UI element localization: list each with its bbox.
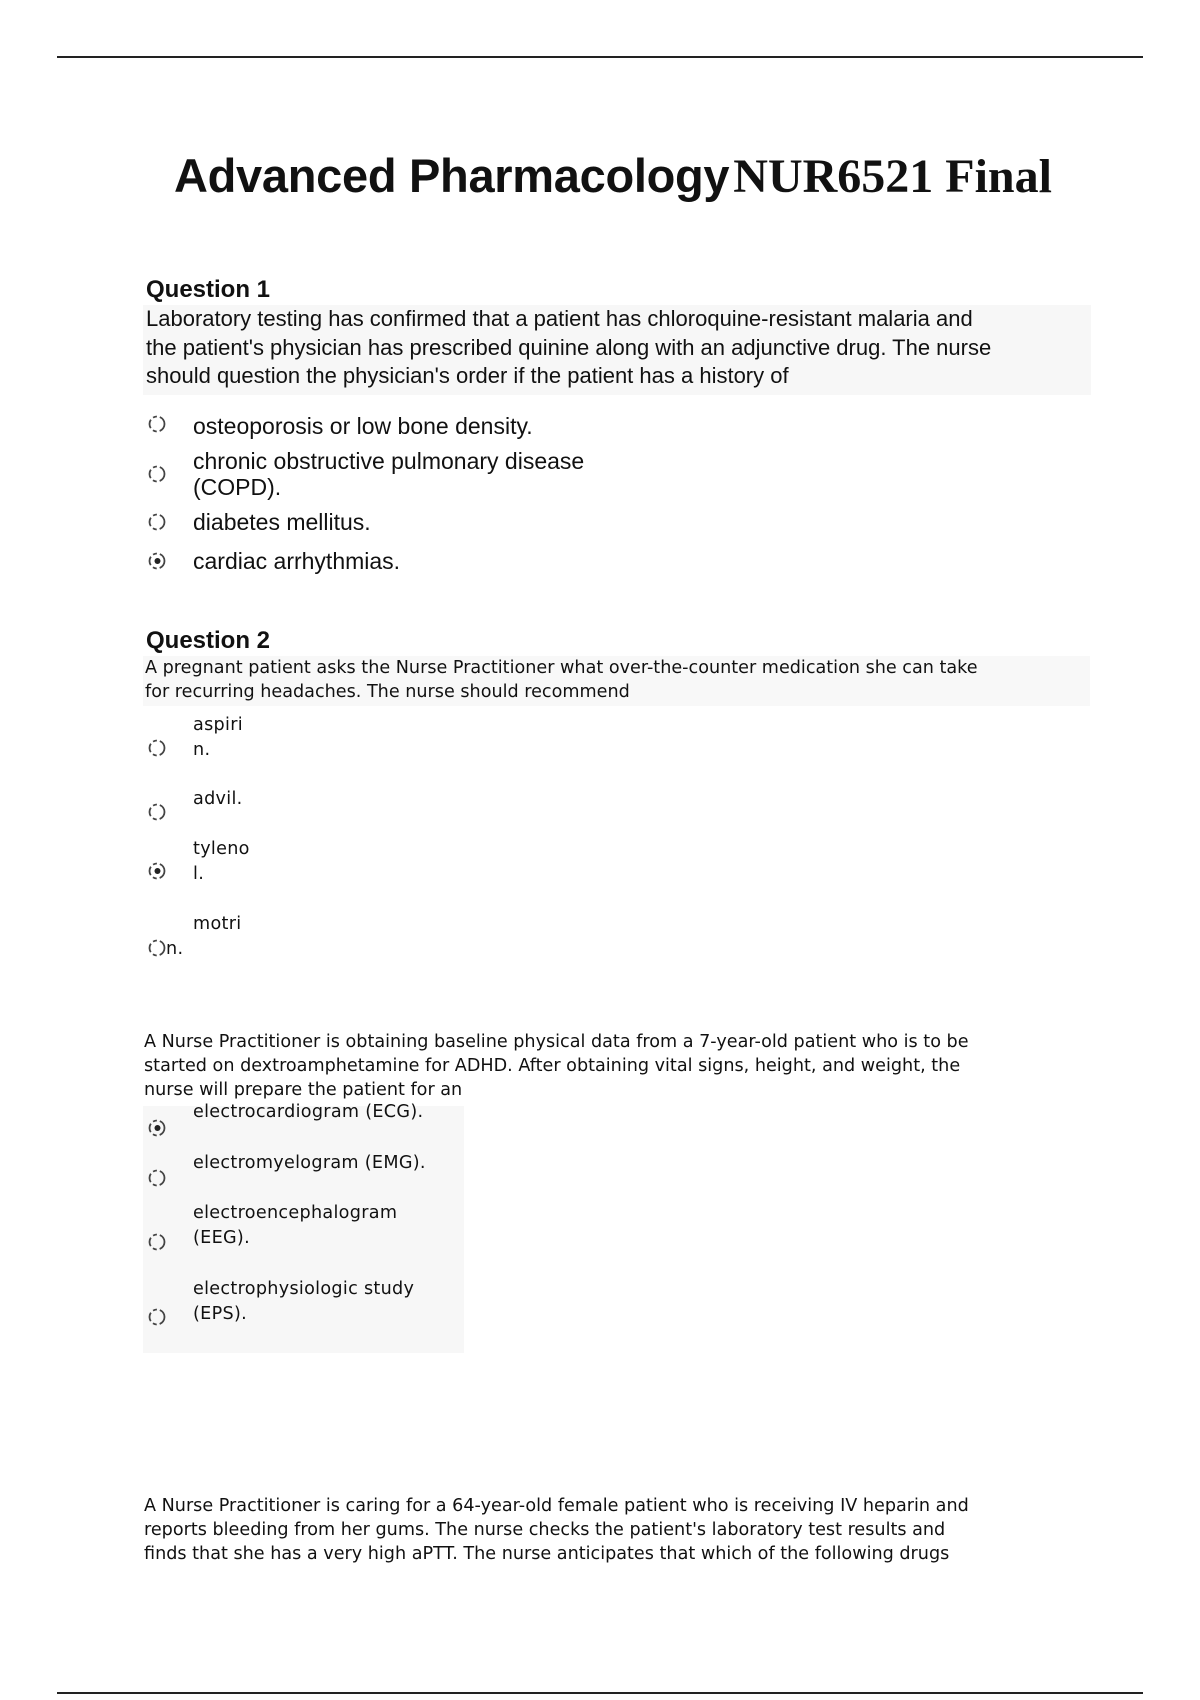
q2-option-1-line: n. — [193, 740, 211, 760]
q2-option-4-line: motri — [193, 914, 242, 934]
q2-option-4-line: n. — [166, 939, 184, 959]
q3-option-1-radio[interactable] — [147, 1118, 167, 1138]
question-4-stem — [144, 1494, 1089, 1566]
question-4-stem-line: A Nurse Practitioner is caring for a 64-year-old female patient who is receiving IV heparin and — [144, 1496, 969, 1516]
q2-option-1-radio[interactable] — [147, 738, 167, 758]
q2-option-2-label: advil. — [193, 789, 243, 809]
bottom-rule — [57, 1692, 1143, 1694]
q2-option-2-radio[interactable] — [147, 802, 167, 822]
question-1-stem-line: Laboratory testing has confirmed that a patient has chloroquine-resistant malaria and — [146, 306, 973, 331]
question-1-stem-line: should question the physician's order if the patient has a history of — [146, 363, 789, 388]
q1-option-3-label: diabetes mellitus. — [193, 509, 371, 535]
q1-option-4-label: cardiac arrhythmias. — [193, 548, 401, 574]
q3-option-2-radio[interactable] — [147, 1168, 167, 1188]
q1-option-2-line: (COPD). — [193, 474, 282, 500]
q3-option-1-label: electrocardiogram (ECG). — [193, 1102, 424, 1122]
q2-option-1-line: aspiri — [193, 715, 243, 735]
page-title — [174, 148, 1052, 204]
title-course-code: NUR6521 Final — [733, 150, 1052, 203]
q2-option-3-label — [193, 837, 250, 887]
question-2-stem-line: for recurring headaches. The nurse should recommend — [145, 682, 630, 702]
q2-option-3-radio[interactable] — [147, 861, 167, 881]
question-2-stem — [143, 656, 1090, 706]
question-4-stem-line: finds that she has a very high aPTT. The nurse anticipates that which of the following drugs — [144, 1544, 950, 1564]
q3-option-2-label: electromyelogram (EMG). — [193, 1153, 426, 1173]
q1-option-3-radio[interactable] — [147, 512, 167, 532]
question-4-stem-line: reports bleeding from her gums. The nurse checks the patient's laboratory test results and — [144, 1520, 946, 1540]
question-1-stem-line: the patient's physician has prescribed quinine along with an adjunctive drug. The nurse — [146, 334, 992, 360]
question-3-stem-line: nurse will prepare the patient for an — [144, 1080, 463, 1100]
q3-option-4-line: electrophysiologic study — [193, 1279, 415, 1299]
title-course-name: Advanced Pharmacology — [174, 149, 730, 202]
q1-option-1-radio[interactable] — [147, 414, 167, 434]
q2-option-1-label — [193, 713, 243, 763]
q2-option-3-line: tyleno — [193, 839, 250, 859]
q3-option-3-line: electroencephalogram — [193, 1203, 398, 1223]
q3-option-4-line: (EPS). — [193, 1304, 248, 1324]
q2-option-3-line: l. — [193, 864, 205, 884]
q3-option-3-radio[interactable] — [147, 1232, 167, 1252]
question-3-stem — [144, 1030, 1089, 1102]
question-1-heading: Question 1 — [146, 276, 271, 303]
q2-option-4-radio[interactable] — [147, 938, 167, 958]
q3-option-4-label — [193, 1277, 414, 1327]
q1-option-4-radio[interactable] — [147, 551, 167, 571]
q1-option-2-line: chronic obstructive pulmonary disease — [193, 448, 585, 474]
q3-option-3-label — [193, 1201, 397, 1251]
top-rule — [57, 56, 1143, 58]
question-2-stem-line: A pregnant patient asks the Nurse Practitioner what over-the-counter medication she can take — [145, 658, 978, 678]
question-3-stem-line: started on dextroamphetamine for ADHD. After obtaining vital signs, height, and weight, the — [144, 1056, 961, 1076]
q1-option-2-radio[interactable] — [147, 464, 167, 484]
q3-option-4-radio[interactable] — [147, 1307, 167, 1327]
q3-option-3-line: (EEG). — [193, 1228, 250, 1248]
question-1-stem — [143, 305, 1091, 395]
q1-option-1-label: osteoporosis or low bone density. — [193, 413, 533, 439]
question-2-heading: Question 2 — [146, 627, 271, 654]
q1-option-2-label — [193, 448, 584, 500]
question-3-stem-line: A Nurse Practitioner is obtaining baseline physical data from a 7-year-old patient who is to be — [144, 1032, 969, 1052]
